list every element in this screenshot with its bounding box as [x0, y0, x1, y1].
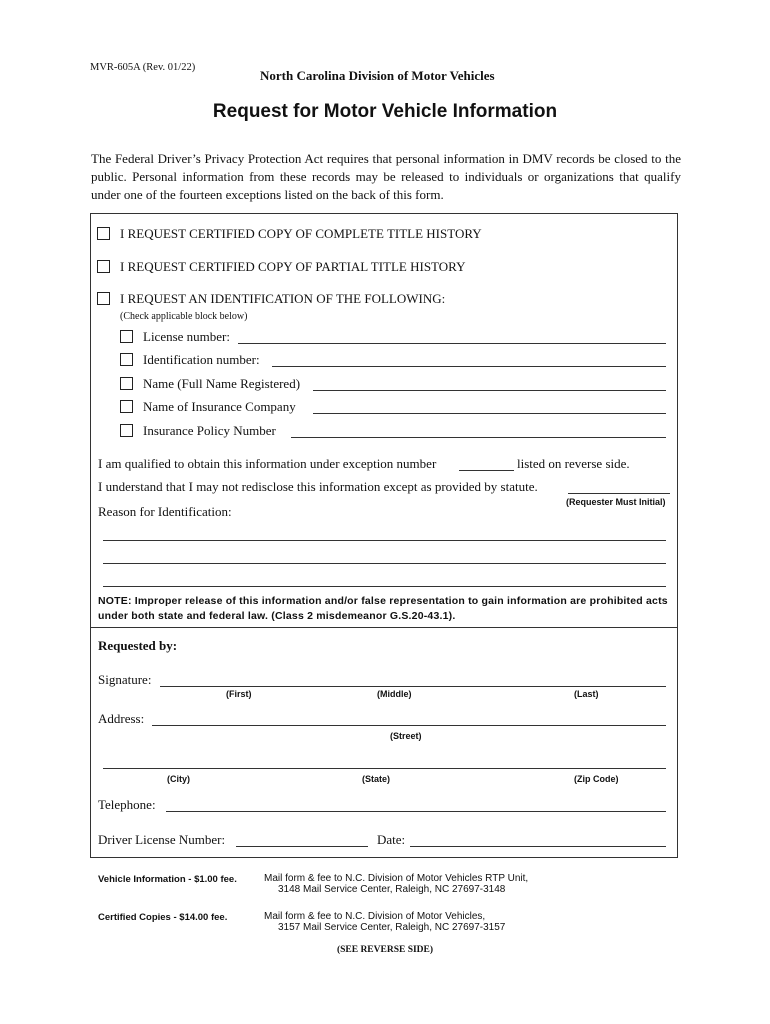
state-caption: (State): [362, 774, 391, 784]
complete-title-label: I REQUEST CERTIFIED COPY OF COMPLETE TITLE HISTORY: [120, 226, 482, 241]
identification-checkbox[interactable]: [97, 292, 110, 305]
page-title: Request for Motor Vehicle Information: [212, 101, 558, 122]
exception-number-field[interactable]: [459, 470, 514, 471]
insurance-policy-checkbox[interactable]: [120, 424, 133, 437]
address-label: Address:: [98, 711, 145, 726]
requested-by-heading: Requested by:: [98, 638, 178, 653]
street-field[interactable]: [152, 725, 666, 726]
request-section: [90, 213, 678, 628]
signature-field[interactable]: [160, 686, 666, 687]
vehicle-fee-label: Vehicle Information - $1.00 fee.: [98, 874, 237, 885]
city-caption: (City): [167, 774, 190, 784]
insurance-company-field[interactable]: [313, 413, 666, 414]
partial-title-label: I REQUEST CERTIFIED COPY OF PARTIAL TITLE HISTORY: [120, 259, 466, 274]
complete-title-checkbox[interactable]: [97, 227, 110, 240]
certified-fee-line-1: Mail form & fee to N.C. Division of Motor Vehicles,: [264, 911, 486, 922]
full-name-checkbox[interactable]: [120, 377, 133, 390]
reason-label: Reason for Identification:: [98, 504, 232, 519]
intro-paragraph: The Federal Driver’s Privacy Protection Act requires that personal information in DMV records be closed to the public. Personal information from these records may be released to individuals or organizations that qualify under one of the fourteen exceptions listed on the back of this form.: [91, 151, 681, 202]
reason-line-1[interactable]: [103, 540, 666, 541]
license-number-label: License number:: [143, 329, 230, 344]
initial-field[interactable]: [568, 493, 670, 494]
partial-title-checkbox[interactable]: [97, 260, 110, 273]
driver-license-label: Driver License Number:: [98, 832, 226, 847]
identification-number-label: Identification number:: [143, 352, 260, 367]
reason-line-2[interactable]: [103, 563, 666, 564]
street-caption: (Street): [390, 731, 422, 741]
initial-note: (Requester Must Initial): [566, 497, 666, 507]
insurance-policy-label: Insurance Policy Number: [143, 423, 276, 438]
vehicle-fee-line-1: Mail form & fee to N.C. Division of Motor Vehicles RTP Unit,: [264, 873, 529, 884]
telephone-field[interactable]: [166, 811, 666, 812]
zip-caption: (Zip Code): [574, 774, 619, 784]
insurance-company-checkbox[interactable]: [120, 400, 133, 413]
certified-fee-label: Certified Copies - $14.00 fee.: [98, 912, 228, 923]
insurance-policy-field[interactable]: [291, 437, 666, 438]
signature-label: Signature:: [98, 672, 152, 687]
form-id: MVR-605A (Rev. 01/22): [90, 62, 196, 73]
identification-number-checkbox[interactable]: [120, 353, 133, 366]
driver-license-field[interactable]: [236, 846, 368, 847]
identification-number-field[interactable]: [272, 366, 666, 367]
full-name-field[interactable]: [313, 390, 666, 391]
city-state-zip-field[interactable]: [103, 768, 666, 769]
see-reverse-note: (SEE REVERSE SIDE): [336, 945, 434, 955]
redisclose-statement: I understand that I may not redisclose this information except as provided by statute.: [98, 479, 538, 494]
last-name-caption: (Last): [574, 689, 599, 699]
license-number-field[interactable]: [238, 343, 666, 344]
agency-name: North Carolina Division of Motor Vehicles: [260, 68, 495, 83]
check-note: (Check applicable block below): [120, 311, 248, 322]
legal-note: NOTE: Improper release of this information and/or false representation to gain information are prohibited acts under both state and federal law. (Class 2 misdemeanor G.S.20-43.1).: [98, 595, 668, 622]
exception-post-label: listed on reverse side.: [517, 456, 630, 471]
first-name-caption: (First): [226, 689, 252, 699]
insurance-company-label: Name of Insurance Company: [143, 399, 296, 414]
full-name-label: Name (Full Name Registered): [143, 376, 301, 391]
vehicle-fee-line-2: 3148 Mail Service Center, Raleigh, NC 27697-3148: [278, 884, 506, 895]
middle-name-caption: (Middle): [377, 689, 412, 699]
requested-by-section: [90, 627, 678, 858]
reason-line-3[interactable]: [103, 586, 666, 587]
identification-label: I REQUEST AN IDENTIFICATION OF THE FOLLOWING:: [120, 291, 446, 306]
exception-pre-label: I am qualified to obtain this information under exception number: [98, 456, 437, 471]
telephone-label: Telephone:: [98, 797, 156, 812]
date-label: Date:: [377, 832, 406, 847]
date-field[interactable]: [410, 846, 666, 847]
license-number-checkbox[interactable]: [120, 330, 133, 343]
certified-fee-line-2: 3157 Mail Service Center, Raleigh, NC 27697-3157: [278, 922, 506, 933]
